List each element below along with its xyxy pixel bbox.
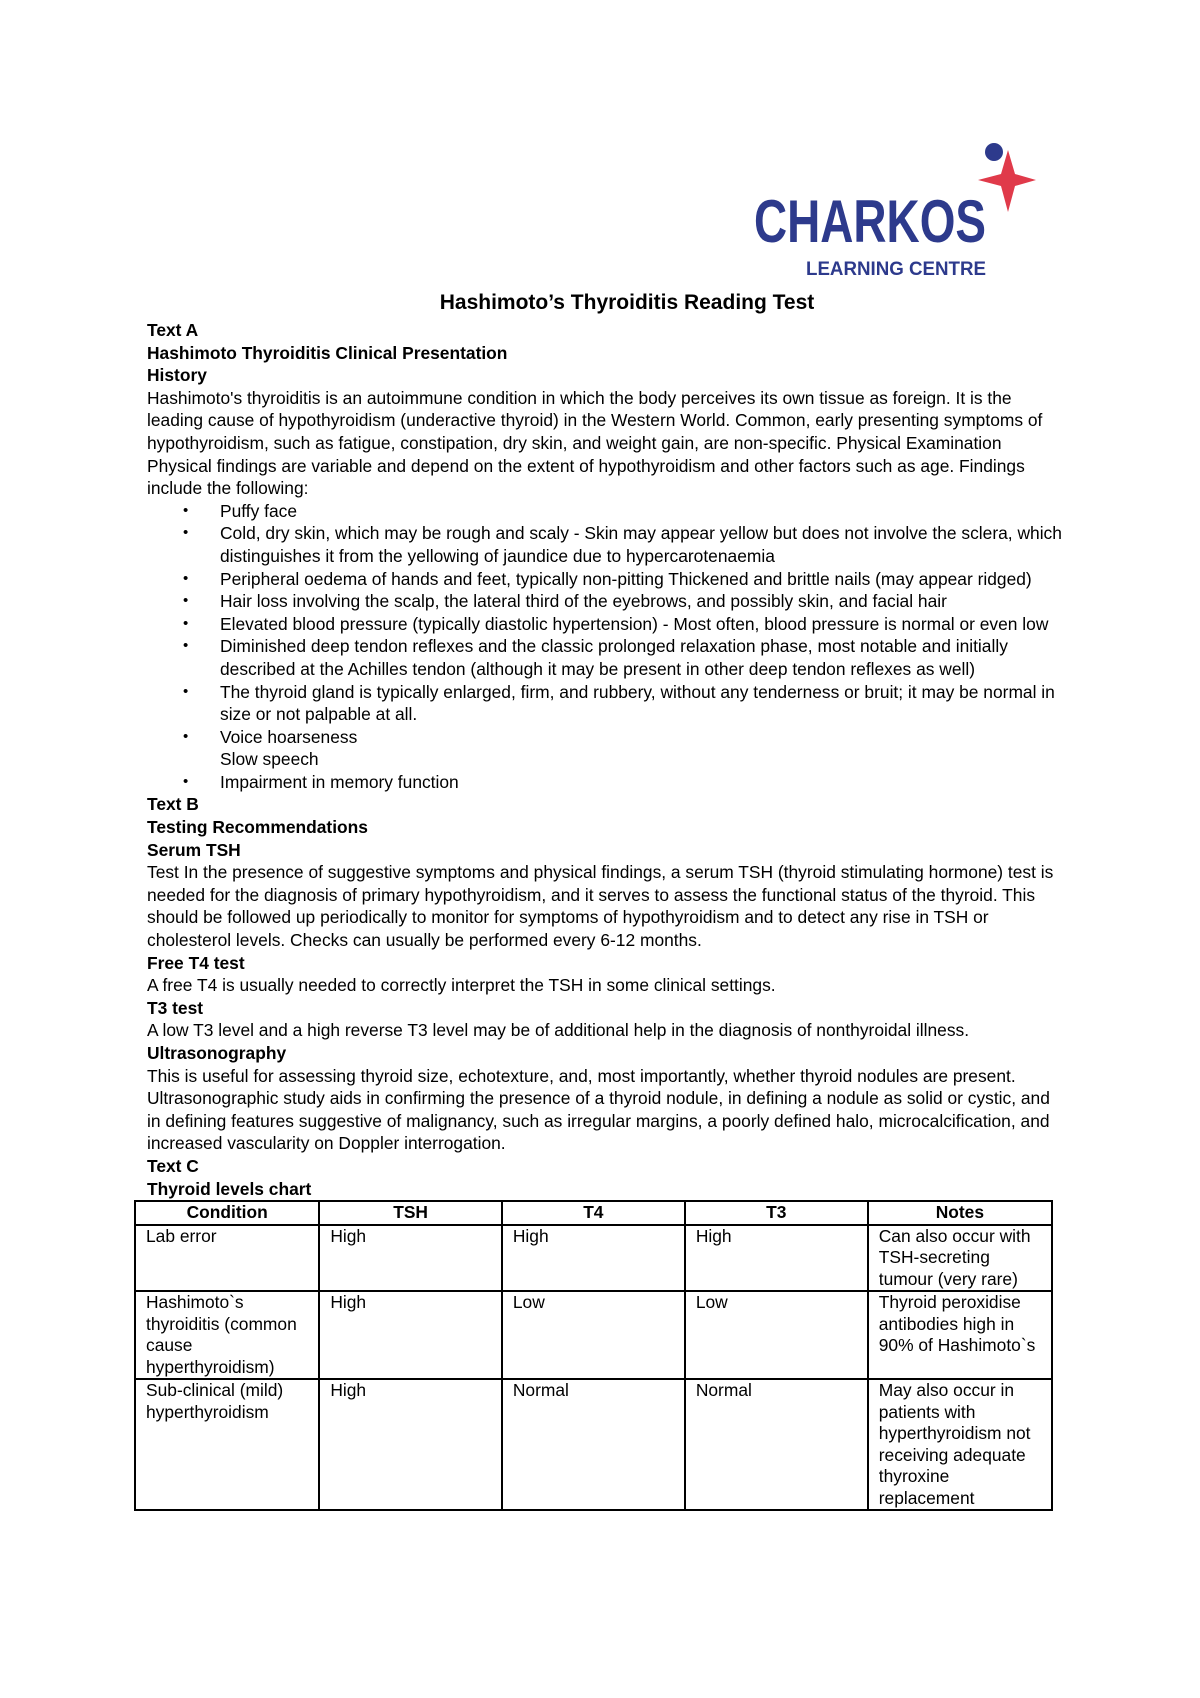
table-cell: High [502,1225,685,1292]
table-cell: May also occur in patients with hyperthyroidism not receiving adequate thyroxine replacement [868,1379,1052,1510]
logo-subtitle-text: LEARNING CENTRE [806,259,986,280]
text-c-label: Text C [147,1155,199,1176]
ultrasonography-paragraph: This is useful for assessing thyroid size, echotexture, and, most importantly, whether thyroid nodules are present. Ultrasonographic study aids in confirming the presence of a thyroid nodule, in defining a nodule as solid or cystic, and in defining features suggestive of malignancy, such as irregular margins, a poorly defined halo, microcalcification, and increased vascularity on Doppler interrogation. [147,1065,1050,1154]
table-cell: High [319,1379,502,1510]
table-row [135,1291,1052,1379]
finding-item: • Peripheral oedema of hands and feet, typically non-pitting Thickened and brittle nails (may appear ridged) [220,568,1067,591]
free-t4-heading: Free T4 test [147,952,245,973]
finding-item: • Elevated blood pressure (typically diastolic hypertension) - Most often, blood pressure is normal or even low [220,613,1067,636]
page-title: Hashimoto’s Thyroiditis Reading Test [439,291,815,314]
column-header: TSH [319,1201,502,1225]
t3-paragraph: A low T3 level and a high reverse T3 level may be of additional help in the diagnosis of nonthyroidal illness. [147,1020,970,1041]
findings-list [147,500,1067,794]
logo-star-icon [978,150,1036,212]
free-t4-paragraph: A free T4 is usually needed to correctly interpret the TSH in some clinical settings. [147,975,776,996]
finding-item: Slow speech [220,749,319,770]
history-paragraph: Hashimoto's thyroiditis is an autoimmune condition in which the body perceives its own tissue as foreign. It is the leading cause of hypothyroidism (underactive thyroid) in the Western World. Common, early presenting symptoms of hypothyroidism, such as fatigue, constipation, dry skin, and weight gain, are non-specific. Physical Examination Physical findings are variable and depend on the extent of hypothyroidism and other factors such as age. Findings include the following: [147,387,1043,499]
table-row [135,1225,1052,1292]
table-cell: Low [502,1291,685,1379]
logo-dot [985,143,1003,161]
table-header-row [135,1201,1052,1225]
t3-heading: T3 test [147,997,204,1018]
text-b-label: Text B [147,794,199,815]
column-header: Notes [868,1201,1052,1225]
table-cell: Normal [685,1379,868,1510]
table-cell: High [319,1291,502,1379]
table-cell: Can also occur with TSH-secreting tumour (very rare) [868,1225,1052,1292]
table-cell: Hashimoto`s thyroiditis (common cause hyperthyroidism) [135,1291,319,1379]
document-body [147,289,1067,1511]
table-cell: Low [685,1291,868,1379]
table-cell: Thyroid peroxidise antibodies high in 90% of Hashimoto`s [868,1291,1052,1379]
table-row [135,1379,1052,1510]
finding-item: • Diminished deep tendon reflexes and the classic prolonged relaxation phase, most notable and initially described at the Achilles tendon (although it may be present in other deep tendon reflexes as well) [220,635,1067,680]
finding-item: • Voice hoarseness [220,726,1067,749]
finding-item: • Cold, dry skin, which may be rough and scaly - Skin may appear yellow but does not involve the sclera, which distinguishes it from the yellowing of jaundice due to hypercarotenaemia [220,522,1067,567]
column-header: T4 [502,1201,685,1225]
column-header: Condition [135,1201,319,1225]
history-heading: History [147,365,207,386]
table-cell: High [319,1225,502,1292]
text-a-label: Text A [147,320,199,340]
table-cell: High [685,1225,868,1292]
column-header: T3 [685,1201,868,1225]
table-cell: Lab error [135,1225,319,1292]
table-cell: Sub-clinical (mild) hyperthyroidism [135,1379,319,1510]
text-b-heading: Testing Recommendations [147,817,368,838]
table-cell: Normal [502,1379,685,1510]
thyroid-levels-table [134,1200,1053,1511]
finding-item: • The thyroid gland is typically enlarged, firm, and rubbery, without any tenderness or bruit; it may be normal in size or not palpable at all. [220,681,1067,726]
text-a-heading: Hashimoto Thyroiditis Clinical Presentation [147,342,508,363]
serum-tsh-paragraph: Test In the presence of suggestive symptoms and physical findings, a serum TSH (thyroid stimulating hormone) test is needed for the diagnosis of primary hypothyroidism, and it serves to assess the functional status of the thyroid. This should be followed up periodically to monitor for symptoms of hypothyroidism and to detect any rise in TSH or cholesterol levels. Checks can usually be performed every 6-12 months. [147,862,1054,951]
finding-item: • Impairment in memory function [220,771,1067,794]
ultrasonography-heading: Ultrasonography [147,1043,287,1063]
text-c-heading: Thyroid levels chart [147,1178,312,1199]
finding-item: • Hair loss involving the scalp, the lateral third of the eyebrows, and possibly skin, and facial hair [220,590,1067,613]
serum-tsh-heading: Serum TSH [147,839,241,860]
logo-brand-text: CHARKOS [754,188,986,255]
charkos-logo [746,140,1066,286]
finding-item: • Puffy face [220,500,1067,523]
